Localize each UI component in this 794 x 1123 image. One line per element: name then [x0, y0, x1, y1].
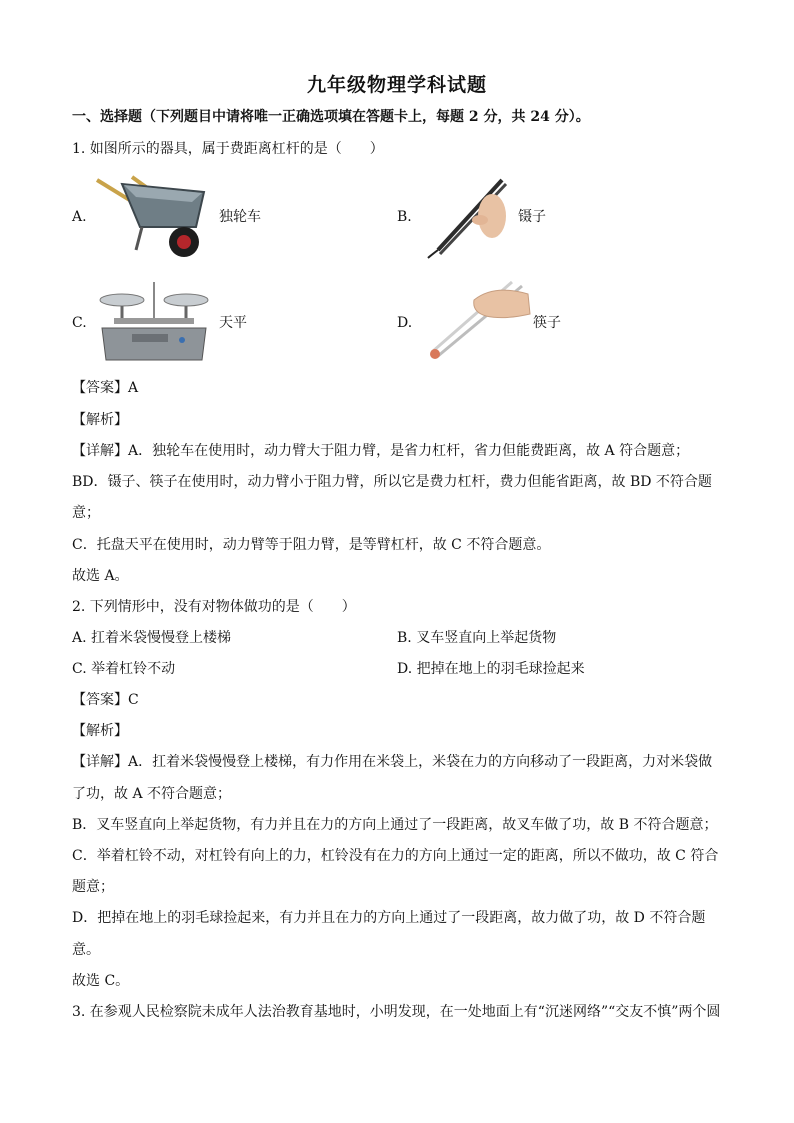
q2-detail-line: 意。 [72, 942, 100, 958]
q1-answer: 【答案】A [72, 380, 139, 396]
q2-option-b: B. 叉车竖直向上举起货物 [397, 630, 557, 646]
chopsticks-image [424, 280, 532, 362]
q1-analysis-label: 【解析】 [72, 412, 128, 428]
option-b-letter: B. [397, 209, 412, 225]
balance-scale-image [94, 280, 214, 362]
q2-detail-line: 题意； [72, 879, 114, 895]
question-1-stem: 1. 如图所示的器具，属于费距离杠杆的是（ ） [72, 141, 384, 157]
q2-detail-line: D．把掉在地上的羽毛球捡起来，有力并且在力的方向上通过了一段距离，故力做了功，故 D 不符合题 [72, 910, 706, 926]
q2-detail-line: 【详解】A．扛着米袋慢慢登上楼梯，有力作用在米袋上，米袋在力的方向移动了一段距离，力对米袋做 [72, 754, 713, 770]
option-a-letter: A. [72, 209, 87, 225]
question-3-stem: 3. 在参观人民检察院未成年人法治教育基地时，小明发现，在一处地面上有“沉迷网络”“交友不慎”两个圆 [72, 1004, 721, 1020]
q2-answer: 【答案】C [72, 692, 139, 708]
option-b-label: 镊子 [518, 209, 546, 225]
page-title: 九年级物理学科试题 [306, 74, 487, 96]
q2-option-c: C. 举着杠铃不动 [72, 661, 176, 677]
option-d-letter: D. [397, 315, 413, 331]
option-a-label: 独轮车 [219, 209, 261, 225]
q1-detail-line: C．托盘天平在使用时，动力臂等于阻力臂，是等臂杠杆，故 C 不符合题意。 [72, 537, 551, 553]
tweezers-image [424, 176, 510, 260]
q2-detail-line: 了功，故 A 不符合题意； [72, 786, 232, 802]
q2-detail-line: 故选 C。 [72, 973, 130, 989]
q1-detail-line: 故选 A。 [72, 568, 129, 584]
q1-detail-line: BD．镊子、筷子在使用时，动力臂小于阻力臂，所以它是费力杠杆，费力但能省距离，故 BD 不符合题 [72, 474, 712, 490]
q2-option-d: D. 把掉在地上的羽毛球捡起来 [397, 661, 585, 677]
question-2-stem: 2. 下列情形中，没有对物体做功的是（ ） [72, 599, 356, 615]
option-d-label: 筷子 [533, 315, 561, 331]
option-c-label: 天平 [219, 315, 247, 331]
wheelbarrow-image [92, 172, 216, 262]
q2-detail-line: B．叉车竖直向上举起货物，有力并且在力的方向上通过了一段距离，故叉车做了功，故 B 不符合题意； [72, 817, 718, 833]
q1-detail-line: 【详解】A．独轮车在使用时，动力臂大于阻力臂，是省力杠杆，省力但能费距离，故 A 符合题意； [72, 443, 690, 459]
q2-option-a: A. 扛着米袋慢慢登上楼梯 [72, 630, 232, 646]
option-c-letter: C. [72, 315, 87, 331]
q1-detail-line: 意； [72, 505, 100, 521]
q2-detail-line: C．举着杠铃不动，对杠铃有向上的力，杠铃没有在力的方向上通过一定的距离，所以不做功，故 C 符合 [72, 848, 719, 864]
q2-analysis-label: 【解析】 [72, 723, 128, 739]
section-heading: 一、选择题（下列题目中请将唯一正确选项填在答题卡上，每题 2 分，共 24 分）。 [72, 109, 590, 125]
